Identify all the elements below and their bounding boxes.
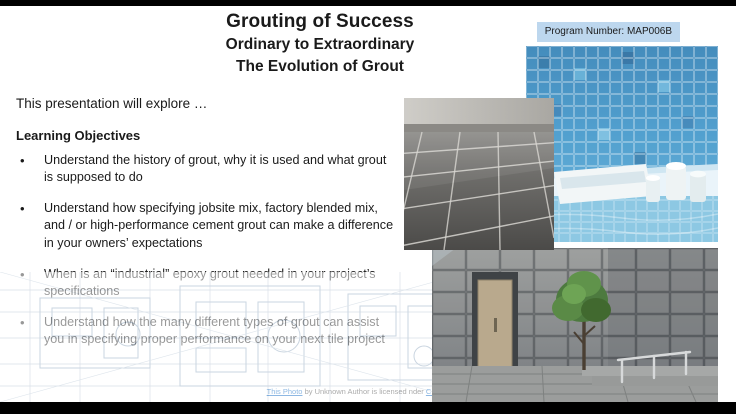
blueprint-background [0, 272, 470, 402]
bullet-icon: • [20, 201, 25, 217]
learning-objectives-heading: Learning Objectives [16, 128, 141, 143]
list-item [16, 152, 398, 186]
mosaic-tile-photo [526, 46, 718, 242]
intro-text: This presentation will explore … [16, 96, 208, 111]
bullet-icon: • [20, 153, 25, 168]
tile-floor-photo [404, 98, 554, 250]
letterbox-top [0, 0, 736, 6]
slide-subtitle-line-2: The Evolution of Grout [236, 58, 404, 75]
building-entrance-photo [432, 248, 718, 402]
list-item [16, 200, 398, 251]
program-number-badge: Program Number: MAP006B [537, 22, 680, 42]
letterbox-bottom [0, 402, 736, 414]
slide-subtitle-line-1: Ordinary to Extraordinary [225, 36, 415, 54]
list-item-text: Understand how specifying jobsite mix, factory blended mix, and / or high-performance cement grout can make a difference in your owners’ expectations [44, 201, 394, 250]
list-item-text: Understand the history of grout, why it is used and what grout is supposed to do [44, 153, 387, 185]
slide-title-block [120, 10, 520, 77]
page-title: Grouting of Success [226, 11, 414, 32]
